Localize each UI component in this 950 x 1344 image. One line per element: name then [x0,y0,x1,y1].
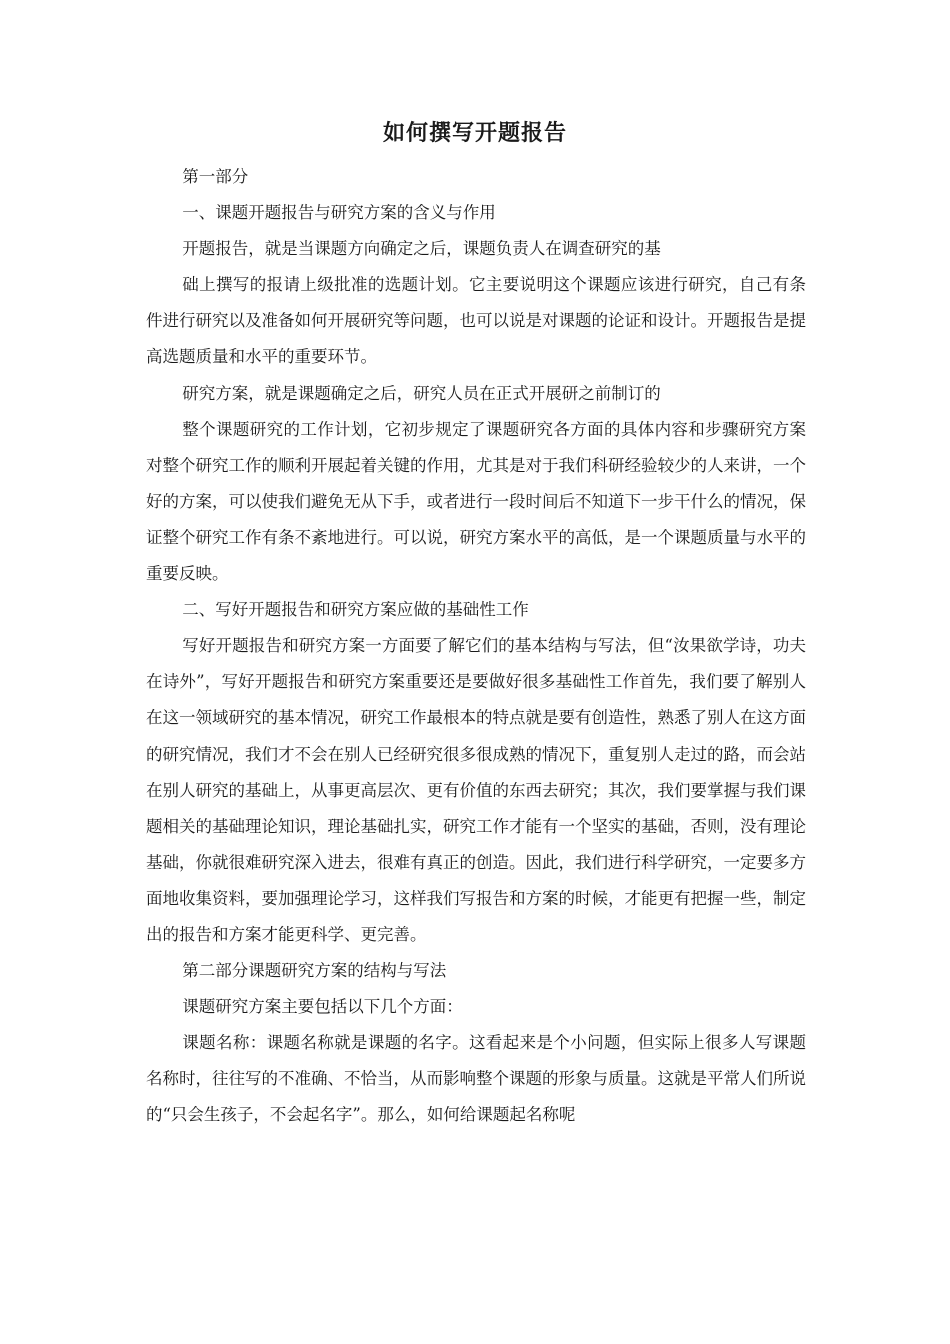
section-heading-2: 二、写好开题报告和研究方案应做的基础性工作 [182,600,529,620]
document-title: 如何撰写开题报告 [382,121,567,146]
section-heading-1: 一、课题开题报告与研究方案的含义与作用 [182,203,496,223]
paragraph: 础上撰写的报请上级批准的选题计划。它主要说明这个课题应该进行研究，自己有条件进行研究以及准备如何开展研究等问题，也可以说是对课题的论证和设计。开题报告是提高选题质量和水平的重要环节。 [146,275,806,367]
paragraph: 研究方案，就是课题确定之后，研究人员在正式开展研之前制订的 [182,383,661,403]
section-heading-part-two: 第二部分课题研究方案的结构与写法 [182,961,447,981]
section-heading-part-one: 第一部分 [182,167,249,186]
paragraph: 课题名称：课题名称就是课题的名字。这看起来是个小问题，但实际上很多人写课题名称时，往往写的不准确、不恰当，从而影响整个课题的形象与质量。这就是平常人们所说的“只会生孩子，不会起名字”。那么，如何给课题起名称呢 [146,1033,806,1125]
paragraph: 开题报告，就是当课题方向确定之后，课题负责人在调查研究的基 [182,239,661,259]
paragraph: 课题研究方案主要包括以下几个方面： [182,997,463,1017]
paragraph: 整个课题研究的工作计划，它初步规定了课题研究各方面的具体内容和步骤研究方案对整个研究工作的顺利开展起着关键的作用，尤其是对于我们科研经验较少的人来讲，一个好的方案，可以使我们避免无从下手，或者进行一段时间后不知道下一步干什么的情况，保证整个研究工作有条不紊地进行。可以说，研究方案水平的高低，是一个课题质量与水平的重要反映。 [146,419,806,584]
paragraph: 写好开题报告和研究方案一方面要了解它们的基本结构与写法，但“汝果欲学诗，功夫在诗外”，写好开题报告和研究方案重要还是要做好很多基础性工作首先，我们要了解别人在这一领域研究的基本情况，研究工作最根本的特点就是要有创造性，熟悉了别人在这方面的研究情况，我们才不会在别人已经研究很多很成熟的情况下，重复别人走过的路，而会站在别人研究的基础上，从事更高层次、更有价值的东西去研究；其次，我们要掌握与我们课题相关的基础理论知识，理论基础扎实，研究工作才能有一个坚实的基础，否则，没有理论基础，你就很难研究深入进去，很难有真正的创造。因此，我们进行科学研究，一定要多方面地收集资料，要加强理论学习，这样我们写报告和方案的时候，才能更有把握一些，制定出的报告和方案才能更科学、更完善。 [146,636,806,944]
document-body [146,159,806,1134]
